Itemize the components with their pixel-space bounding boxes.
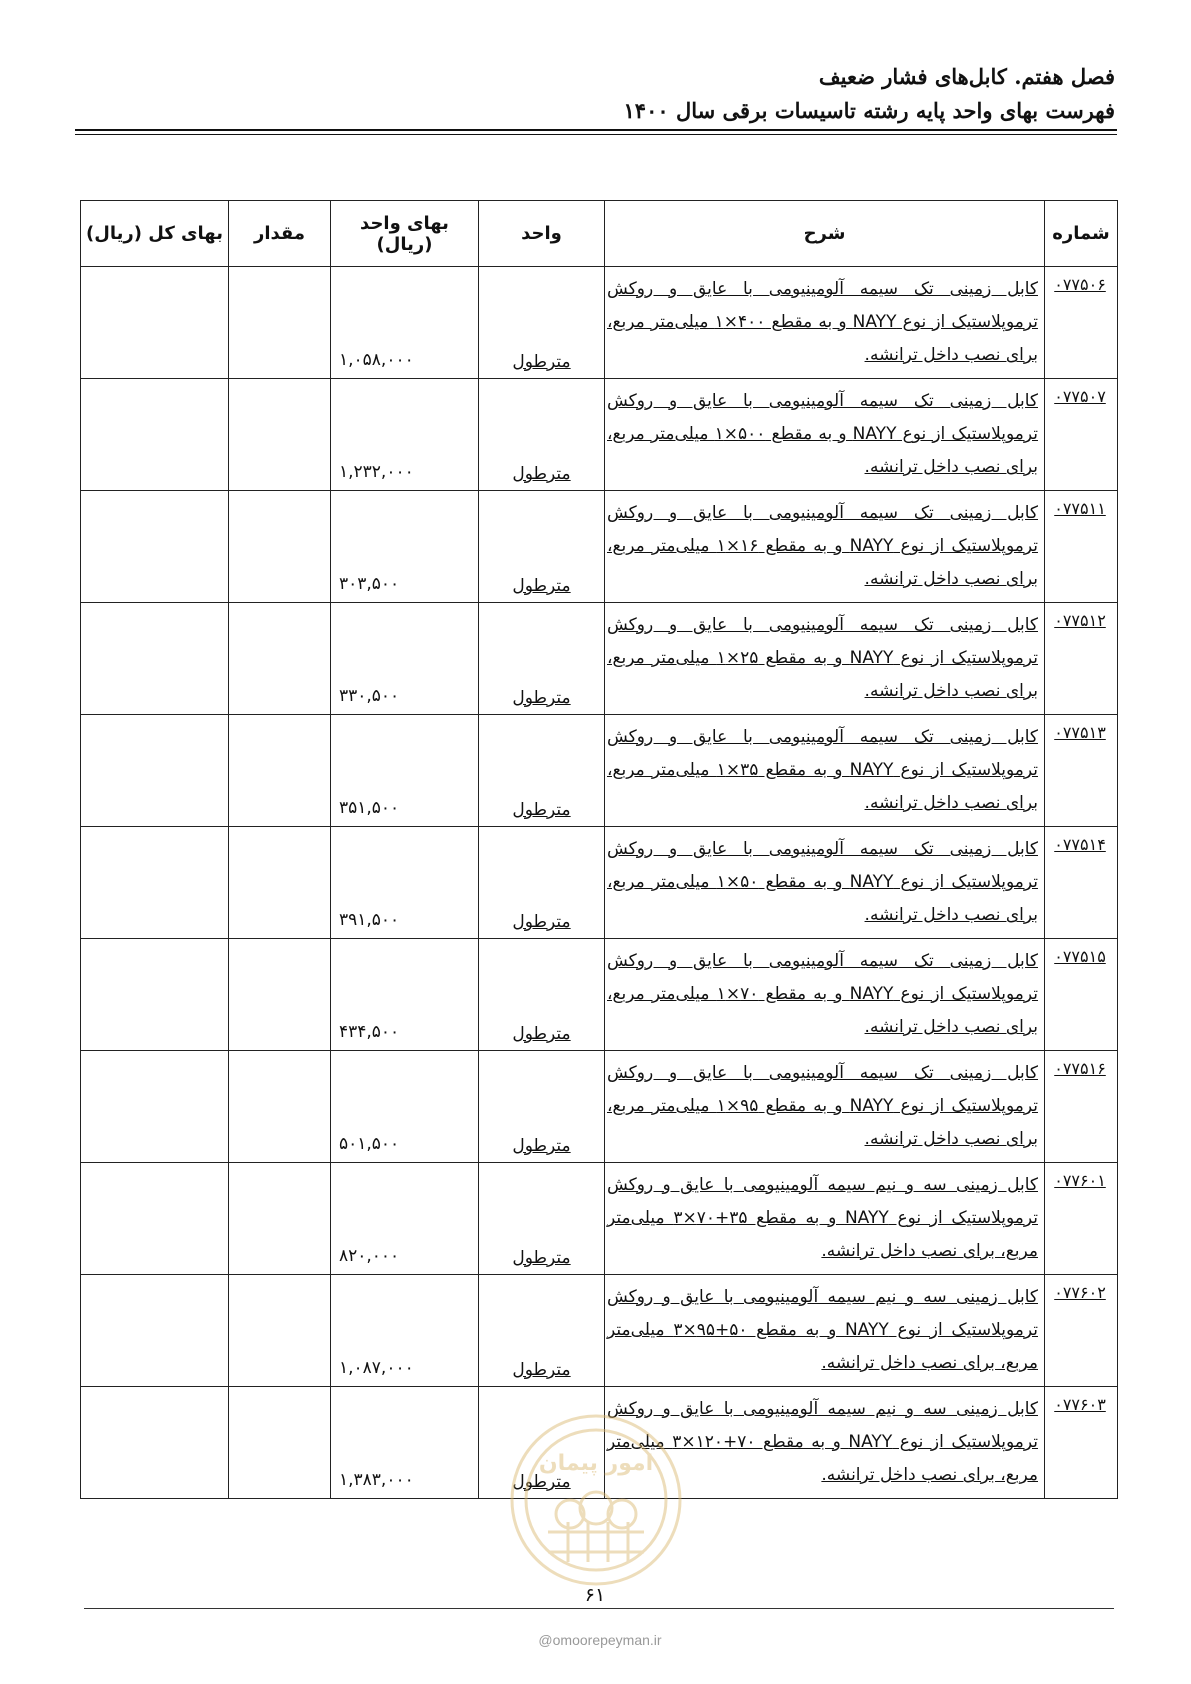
item-unit	[479, 491, 605, 603]
item-number-text: ۰۷۷۶۰۳	[1054, 1395, 1106, 1414]
item-unit	[479, 1163, 605, 1275]
item-quantity	[229, 1163, 331, 1275]
item-unit-text: مترطول	[512, 1024, 571, 1044]
page-header	[75, 60, 1115, 128]
item-number-text: ۰۷۷۵۱۱	[1054, 499, 1106, 518]
item-number	[1045, 715, 1118, 827]
item-description	[605, 827, 1045, 939]
header-rule-thin	[75, 134, 1117, 135]
item-unit-price: ۱,۲۳۲,۰۰۰	[331, 379, 479, 491]
item-unit-price: ۱,۰۸۷,۰۰۰	[331, 1275, 479, 1387]
item-unit-text: مترطول	[512, 912, 571, 932]
column-header-unit-price: بهای واحد (ریال)	[331, 201, 479, 267]
table-row	[81, 939, 1118, 1051]
table-row	[81, 827, 1118, 939]
item-unit-price: ۵۰۱,۵۰۰	[331, 1051, 479, 1163]
item-unit-price: ۳۰۳,۵۰۰	[331, 491, 479, 603]
item-description-text: کابل زمینی تک سیمه آلومینیومی با عایق و روکش ترموپلاستیک از نوع NAYY و به مقطع ۳۵×۱ میلی‌متر مربع، برای نصب داخل ترانشه.	[607, 727, 1038, 813]
item-description-text: کابل زمینی تک سیمه آلومینیومی با عایق و روکش ترموپلاستیک از نوع NAYY و به مقطع ۷۰×۱ میلی‌متر مربع، برای نصب داخل ترانشه.	[607, 951, 1038, 1037]
item-description-text: کابل زمینی تک سیمه آلومینیومی با عایق و روکش ترموپلاستیک از نوع NAYY و به مقطع ۴۰۰×۱ میلی‌متر مربع، برای نصب داخل ترانشه.	[607, 279, 1038, 365]
item-description	[605, 715, 1045, 827]
item-description-text: کابل زمینی تک سیمه آلومینیومی با عایق و روکش ترموپلاستیک از نوع NAYY و به مقطع ۵۰×۱ میلی‌متر مربع، برای نصب داخل ترانشه.	[607, 839, 1038, 925]
seal-text: امور پیمان	[538, 1451, 654, 1476]
item-unit-text: مترطول	[512, 688, 571, 708]
item-quantity	[229, 1275, 331, 1387]
item-total-price	[81, 827, 229, 939]
item-quantity	[229, 1051, 331, 1163]
document-title: فهرست بهای واحد پایه رشته تاسیسات برقی سال ۱۴۰۰	[623, 98, 1115, 123]
item-unit-text: مترطول	[512, 352, 571, 372]
item-number-text: ۰۷۷۶۰۲	[1054, 1283, 1106, 1302]
item-quantity	[229, 1387, 331, 1499]
item-unit	[479, 1387, 605, 1499]
item-unit-price: ۴۳۴,۵۰۰	[331, 939, 479, 1051]
item-total-price	[81, 1275, 229, 1387]
item-unit-price: ۳۹۱,۵۰۰	[331, 827, 479, 939]
item-quantity	[229, 939, 331, 1051]
item-unit	[479, 939, 605, 1051]
item-unit	[479, 1275, 605, 1387]
item-number	[1045, 1275, 1118, 1387]
table-row	[81, 491, 1118, 603]
item-number	[1045, 379, 1118, 491]
item-unit-text: مترطول	[512, 464, 571, 484]
item-quantity	[229, 267, 331, 379]
item-number-text: ۰۷۷۵۱۴	[1054, 835, 1106, 854]
item-unit	[479, 715, 605, 827]
item-total-price	[81, 1387, 229, 1499]
column-header-quantity: مقدار	[229, 201, 331, 267]
item-unit	[479, 827, 605, 939]
item-description	[605, 603, 1045, 715]
item-description-text: کابل زمینی تک سیمه آلومینیومی با عایق و روکش ترموپلاستیک از نوع NAYY و به مقطع ۹۵×۱ میلی‌متر مربع، برای نصب داخل ترانشه.	[607, 1063, 1038, 1149]
footer-rule	[84, 1608, 1114, 1609]
item-unit-price: ۸۲۰,۰۰۰	[331, 1163, 479, 1275]
item-description-text: کابل زمینی سه و نیم سیمه آلومینیومی با عایق و روکش ترموپلاستیک از نوع NAYY و به مقطع ۳۵+۷۰×۳ میلی‌متر مربع، برای نصب داخل ترانشه.	[607, 1175, 1038, 1261]
item-quantity	[229, 379, 331, 491]
item-description-text: کابل زمینی سه و نیم سیمه آلومینیومی با عایق و روکش ترموپلاستیک از نوع NAYY و به مقطع ۵۰+۹۵×۳ میلی‌متر مربع، برای نصب داخل ترانشه.	[607, 1287, 1038, 1373]
item-unit-text: مترطول	[512, 576, 571, 596]
item-number-text: ۰۷۷۶۰۱	[1054, 1171, 1106, 1190]
item-description-text: کابل زمینی سه و نیم سیمه آلومینیومی با عایق و روکش ترموپلاستیک از نوع NAYY و به مقطع ۷۰+۱۲۰×۳ میلی‌متر مربع، برای نصب داخل ترانشه.	[607, 1399, 1038, 1485]
item-description	[605, 939, 1045, 1051]
table-row	[81, 379, 1118, 491]
item-description	[605, 379, 1045, 491]
item-unit	[479, 267, 605, 379]
item-description-text: کابل زمینی تک سیمه آلومینیومی با عایق و روکش ترموپلاستیک از نوع NAYY و به مقطع ۵۰۰×۱ میلی‌متر مربع، برای نصب داخل ترانشه.	[607, 391, 1038, 477]
item-unit-price: ۳۵۱,۵۰۰	[331, 715, 479, 827]
chapter-title: فصل هفتم. کابل‌های فشار ضعیف	[818, 64, 1115, 89]
item-number	[1045, 1163, 1118, 1275]
column-header-unit: واحد	[479, 201, 605, 267]
table-row	[81, 1275, 1118, 1387]
item-number	[1045, 267, 1118, 379]
price-list-table	[80, 200, 1118, 1499]
item-quantity	[229, 715, 331, 827]
item-number-text: ۰۷۷۵۱۲	[1054, 611, 1106, 630]
item-quantity	[229, 827, 331, 939]
item-description-text: کابل زمینی تک سیمه آلومینیومی با عایق و روکش ترموپلاستیک از نوع NAYY و به مقطع ۱۶×۱ میلی‌متر مربع، برای نصب داخل ترانشه.	[607, 503, 1038, 589]
page-number: ۶۱	[584, 1584, 606, 1606]
item-description-text: کابل زمینی تک سیمه آلومینیومی با عایق و روکش ترموپلاستیک از نوع NAYY و به مقطع ۲۵×۱ میلی‌متر مربع، برای نصب داخل ترانشه.	[607, 615, 1038, 701]
item-description	[605, 1051, 1045, 1163]
item-description	[605, 1387, 1045, 1499]
item-number	[1045, 1051, 1118, 1163]
website-watermark: @omoorepeyman.ir	[538, 1632, 662, 1648]
column-header-description: شرح	[605, 201, 1045, 267]
item-description	[605, 1275, 1045, 1387]
item-unit-text: مترطول	[512, 1136, 571, 1156]
table-row	[81, 715, 1118, 827]
column-header-total-price: بهای کل (ریال)	[81, 201, 229, 267]
item-unit-text: مترطول	[512, 1472, 571, 1492]
item-unit	[479, 379, 605, 491]
item-quantity	[229, 491, 331, 603]
item-unit-price: ۳۳۰,۵۰۰	[331, 603, 479, 715]
item-number	[1045, 939, 1118, 1051]
item-total-price	[81, 1051, 229, 1163]
item-unit	[479, 1051, 605, 1163]
item-unit-price: ۱,۰۵۸,۰۰۰	[331, 267, 479, 379]
item-number	[1045, 603, 1118, 715]
header-rule	[75, 129, 1117, 131]
table-header-row	[81, 201, 1118, 267]
item-number-text: ۰۷۷۵۱۳	[1054, 723, 1106, 742]
table-body	[81, 267, 1118, 1499]
item-total-price	[81, 1163, 229, 1275]
item-number	[1045, 491, 1118, 603]
item-unit-text: مترطول	[512, 1360, 571, 1380]
table-row	[81, 1051, 1118, 1163]
item-number-text: ۰۷۷۵۰۶	[1054, 275, 1106, 294]
item-total-price	[81, 939, 229, 1051]
item-total-price	[81, 603, 229, 715]
table-row	[81, 1387, 1118, 1499]
table-row	[81, 1163, 1118, 1275]
item-number	[1045, 827, 1118, 939]
item-total-price	[81, 379, 229, 491]
item-number	[1045, 1387, 1118, 1499]
item-unit	[479, 603, 605, 715]
item-description	[605, 491, 1045, 603]
table-row	[81, 267, 1118, 379]
item-unit-text: مترطول	[512, 800, 571, 820]
item-total-price	[81, 491, 229, 603]
item-number-text: ۰۷۷۵۱۶	[1054, 1059, 1106, 1078]
column-header-number: شماره	[1045, 201, 1118, 267]
item-description	[605, 267, 1045, 379]
item-number-text: ۰۷۷۵۱۵	[1054, 947, 1106, 966]
item-quantity	[229, 603, 331, 715]
item-unit-price: ۱,۳۸۳,۰۰۰	[331, 1387, 479, 1499]
item-unit-text: مترطول	[512, 1248, 571, 1268]
item-description	[605, 1163, 1045, 1275]
table-row	[81, 603, 1118, 715]
item-total-price	[81, 715, 229, 827]
item-total-price	[81, 267, 229, 379]
item-number-text: ۰۷۷۵۰۷	[1054, 387, 1106, 406]
